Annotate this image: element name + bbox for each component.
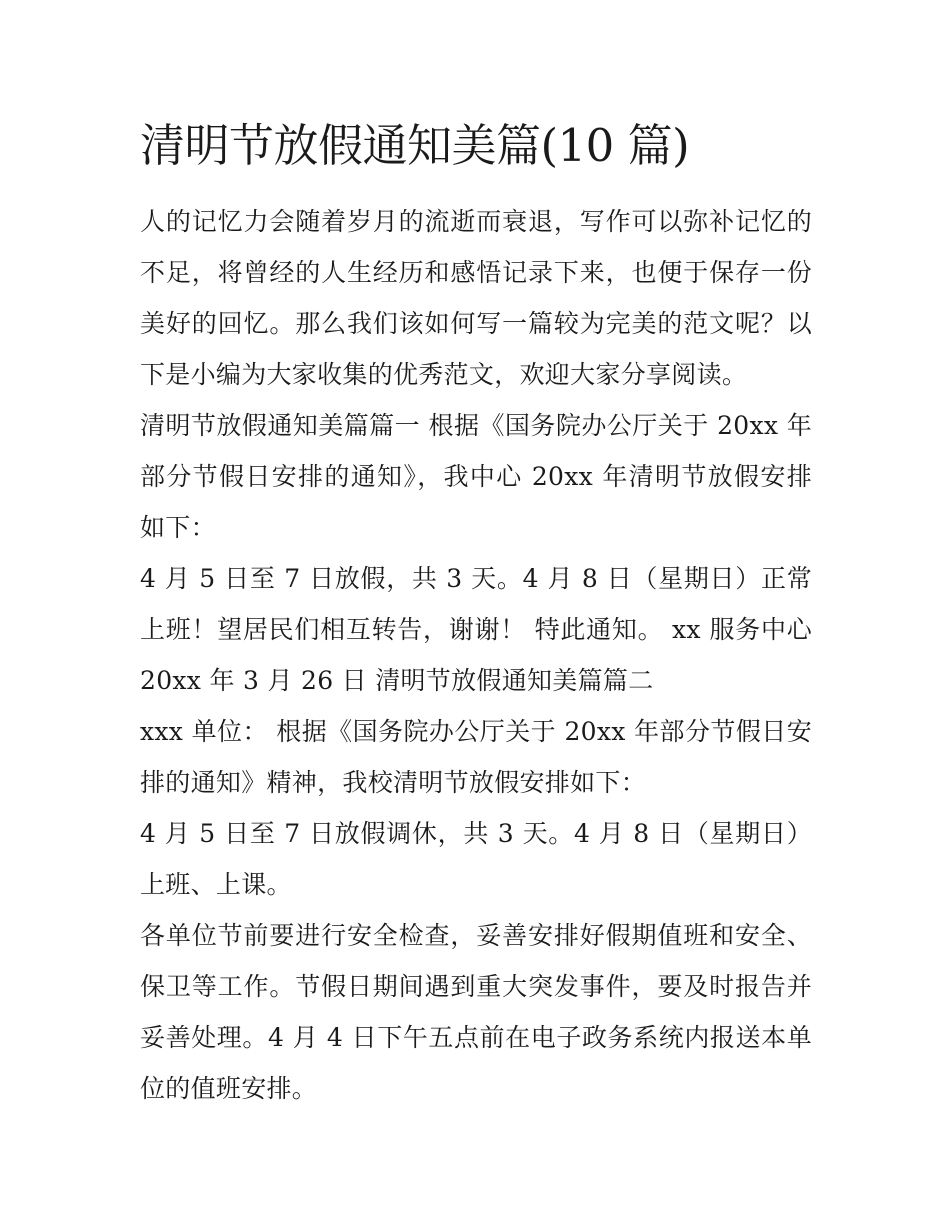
safety-paragraph: 各单位节前要进行安全检查，妥善安排好假期值班和安全、保卫等工作。节假日期间遇到重大突发事件，要及时报告并妥善处理。4 月 4 日下午五点前在电子政务系统内报送本单位的值班安排。 (140, 921, 812, 1103)
holiday-dates-paragraph: 4 月 5 日至 7 日放假，共 3 天。4 月 8 日（星期日）正常上班！望居民们相互转告，谢谢！ 特此通知。 xx 服务中心 20xx 年 3 月 26 日 清明节放假通知美篇篇二 (140, 564, 812, 695)
intro-paragraph: 人的记忆力会随着岁月的流逝而衰退，写作可以弥补记忆的不足，将曾经的人生经历和感悟记录下来，也便于保存一份美好的回忆。那么我们该如何写一篇较为完美的范文呢？以下是小编为大家收集的优秀范文，欢迎大家分享阅读。 (140, 207, 812, 389)
notice-two-paragraph: xxx 单位： 根据《国务院办公厅关于 20xx 年部分节假日安排的通知》精神，我校清明节放假安排如下： (140, 717, 812, 797)
document-body (140, 196, 812, 1114)
document-title: 清明节放假通知美篇(10 篇) (140, 119, 690, 172)
notice-one-paragraph: 清明节放假通知美篇篇一 根据《国务院办公厅关于 20xx 年部分节假日安排的通知》，我中心 20xx 年清明节放假安排如下： (140, 411, 812, 542)
schedule-paragraph: 4 月 5 日至 7 日放假调休，共 3 天。4 月 8 日（星期日）上班、上课。 (140, 819, 812, 899)
